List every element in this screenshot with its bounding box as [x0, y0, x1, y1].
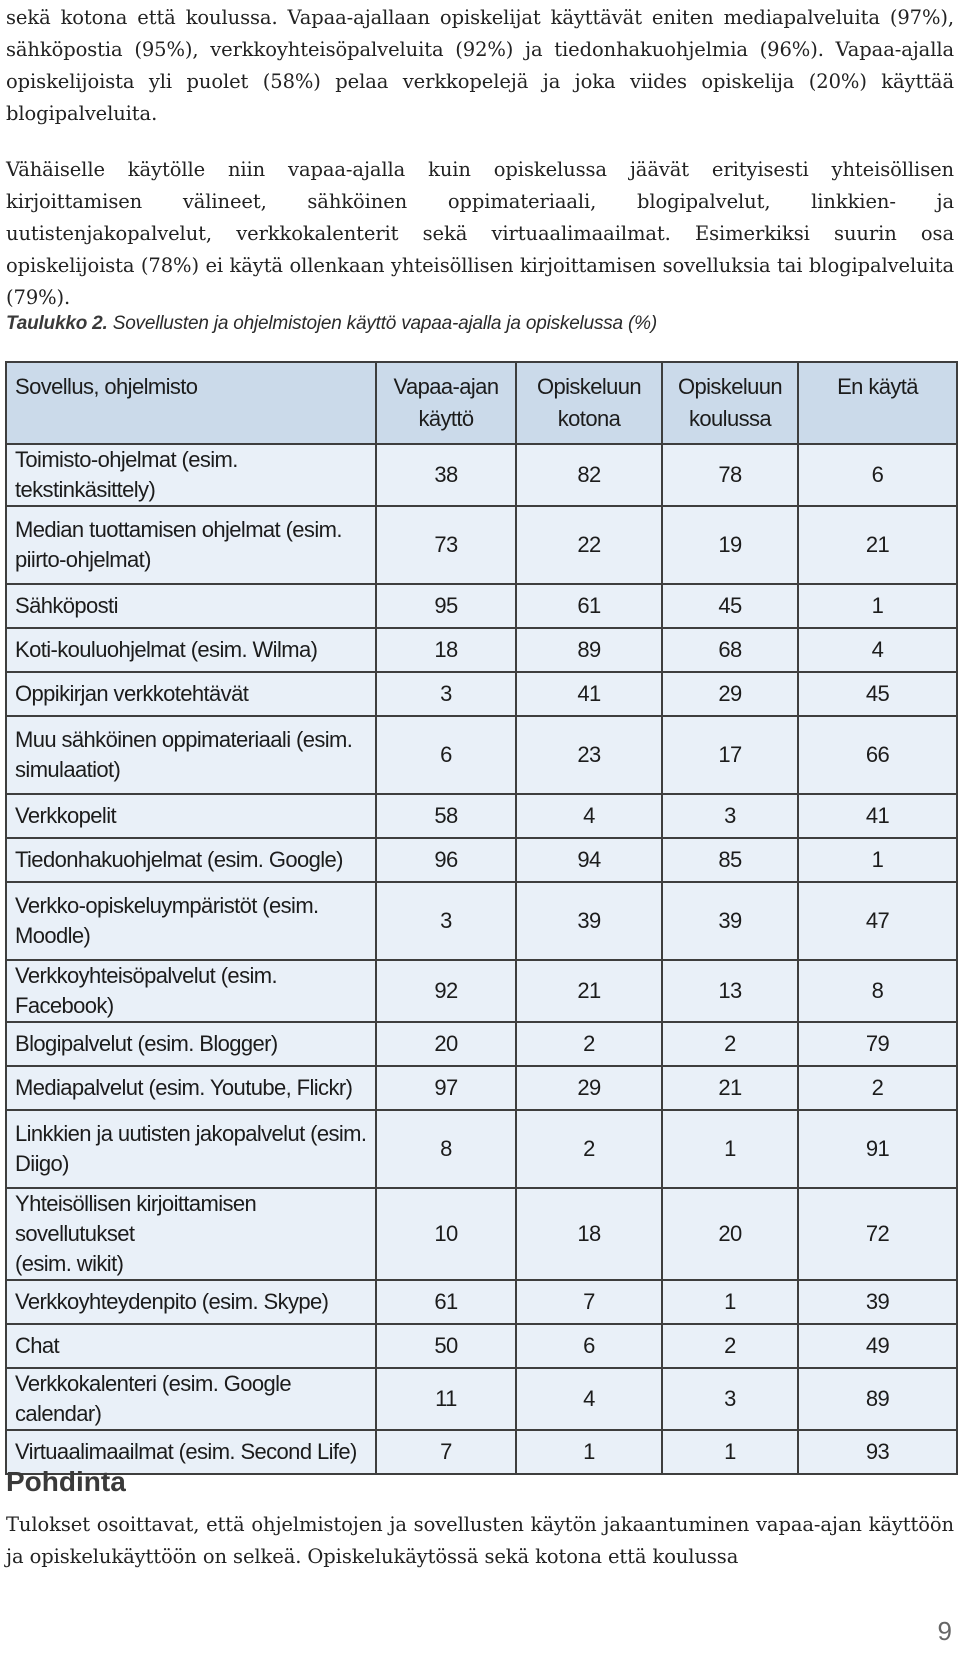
cell-none: 89 — [798, 1368, 957, 1430]
cell-app-name-line: Verkkopelit — [15, 803, 117, 828]
table-row — [6, 444, 957, 506]
cell-home: 22 — [516, 506, 662, 584]
cell-home: 23 — [516, 716, 662, 794]
cell-home: 18 — [516, 1188, 662, 1280]
cell-home: 61 — [516, 584, 662, 628]
cell-leisure: 97 — [376, 1066, 516, 1110]
cell-app-name-line: Yhteisöllisen kirjoittamisen sovellutukset — [15, 1191, 257, 1246]
cell-app-name — [6, 1324, 376, 1368]
cell-home: 89 — [516, 628, 662, 672]
cell-app-name — [6, 444, 376, 506]
cell-app-name — [6, 1022, 376, 1066]
cell-none: 45 — [798, 672, 957, 716]
cell-app-name — [6, 1280, 376, 1324]
cell-leisure: 3 — [376, 672, 516, 716]
cell-app-name-line: Muu sähköinen oppimateriaali (esim. — [15, 727, 353, 752]
cell-none: 91 — [798, 1110, 957, 1188]
column-header-study-home — [516, 362, 662, 444]
column-header-leisure-line1: Vapaa-ajan — [393, 374, 499, 399]
cell-school: 3 — [662, 794, 798, 838]
table-row — [6, 882, 957, 960]
cell-none: 2 — [798, 1066, 957, 1110]
table-row — [6, 1110, 957, 1188]
cell-app-name-line: Sähköposti — [15, 593, 118, 618]
cell-leisure: 11 — [376, 1368, 516, 1430]
cell-school: 13 — [662, 960, 798, 1022]
cell-home: 4 — [516, 1368, 662, 1430]
cell-school: 17 — [662, 716, 798, 794]
cell-none: 79 — [798, 1022, 957, 1066]
table-row — [6, 1188, 957, 1280]
cell-none: 1 — [798, 584, 957, 628]
table-row — [6, 506, 957, 584]
column-header-study-home-line1: Opiskeluun — [536, 374, 642, 399]
cell-app-name-line: Koti-kouluohjelmat (esim. Wilma) — [15, 637, 318, 662]
cell-app-name-line: piirto-ohjelmat) — [15, 547, 151, 572]
cell-home: 94 — [516, 838, 662, 882]
cell-leisure: 96 — [376, 838, 516, 882]
cell-app-name — [6, 716, 376, 794]
cell-school: 78 — [662, 444, 798, 506]
cell-app-name-line: Verkko-opiskeluympäristöt (esim. — [15, 893, 319, 918]
cell-app-name-line: Toimisto-ohjelmat (esim. tekstinkäsittely) — [15, 447, 238, 502]
cell-leisure: 10 — [376, 1188, 516, 1280]
usage-table — [5, 361, 958, 1475]
cell-app-name — [6, 1110, 376, 1188]
cell-home: 21 — [516, 960, 662, 1022]
cell-home: 29 — [516, 1066, 662, 1110]
table-row — [6, 1430, 957, 1474]
table-row — [6, 1066, 957, 1110]
cell-app-name-line: simulaatiot) — [15, 757, 121, 782]
cell-none: 66 — [798, 716, 957, 794]
table-row — [6, 1022, 957, 1066]
cell-app-name-line: Moodle) — [15, 923, 91, 948]
cell-school: 21 — [662, 1066, 798, 1110]
table-row — [6, 716, 957, 794]
cell-home: 39 — [516, 882, 662, 960]
cell-home: 41 — [516, 672, 662, 716]
cell-leisure: 92 — [376, 960, 516, 1022]
cell-none: 49 — [798, 1324, 957, 1368]
cell-leisure: 38 — [376, 444, 516, 506]
cell-school: 29 — [662, 672, 798, 716]
cell-app-name — [6, 838, 376, 882]
cell-leisure: 6 — [376, 716, 516, 794]
cell-app-name-line: Tiedonhakuohjelmat (esim. Google) — [15, 847, 343, 872]
cell-app-name — [6, 960, 376, 1022]
table-header-row — [6, 362, 957, 444]
table-row — [6, 960, 957, 1022]
cell-none: 6 — [798, 444, 957, 506]
cell-leisure: 58 — [376, 794, 516, 838]
cell-app-name-line: Verkkoyhteydenpito (esim. Skype) — [15, 1289, 329, 1314]
column-header-leisure — [376, 362, 516, 444]
table-row — [6, 584, 957, 628]
cell-leisure: 73 — [376, 506, 516, 584]
table-row — [6, 838, 957, 882]
table-row — [6, 1324, 957, 1368]
cell-school: 1 — [662, 1110, 798, 1188]
cell-home: 1 — [516, 1430, 662, 1474]
cell-app-name-line: (esim. wikit) — [15, 1251, 124, 1276]
cell-leisure: 3 — [376, 882, 516, 960]
cell-app-name-line: Verkkokalenteri (esim. Google calendar) — [15, 1371, 292, 1426]
cell-school: 3 — [662, 1368, 798, 1430]
cell-app-name — [6, 506, 376, 584]
cell-leisure: 7 — [376, 1430, 516, 1474]
cell-app-name-line: Virtuaalimaailmat (esim. Second Life) — [15, 1439, 357, 1464]
column-header-leisure-line2: käyttö — [418, 406, 474, 431]
column-header-app: Sovellus, ohjelmisto — [6, 362, 376, 444]
cell-home: 6 — [516, 1324, 662, 1368]
body-paragraph-1: sekä kotona että koulussa. Vapaa-ajallaan opiskelijat käyttävät eniten mediapalveluita (97%), sähköpostia (95%), verkkoyhteisöpalveluita (92%) ja tiedonhakuohjelmia (96%). Vapaa-ajalla opiskelijoista yli puolet (58%) pelaa verkkopelejä ja joka viides opiskelija (20%) käyttää blogipalveluita. — [6, 6, 954, 125]
cell-none: 21 — [798, 506, 957, 584]
cell-school: 1 — [662, 1430, 798, 1474]
cell-leisure: 50 — [376, 1324, 516, 1368]
cell-app-name — [6, 794, 376, 838]
cell-home: 2 — [516, 1110, 662, 1188]
cell-none: 39 — [798, 1280, 957, 1324]
table-caption-text: Sovellusten ja ohjelmistojen käyttö vapaa-ajalla ja opiskelussa (%) — [112, 313, 657, 334]
cell-none: 72 — [798, 1188, 957, 1280]
cell-none: 93 — [798, 1430, 957, 1474]
cell-app-name-line: Blogipalvelut (esim. Blogger) — [15, 1031, 278, 1056]
cell-app-name — [6, 672, 376, 716]
column-header-study-school — [662, 362, 798, 444]
table-row — [6, 1280, 957, 1324]
table-body — [6, 444, 957, 1474]
cell-app-name-line: Mediapalvelut (esim. Youtube, Flickr) — [15, 1075, 353, 1100]
column-header-study-home-line2: kotona — [557, 406, 621, 431]
column-header-study-school-line1: Opiskeluun — [677, 374, 783, 399]
cell-app-name-line: Diigo) — [15, 1151, 69, 1176]
cell-school: 2 — [662, 1022, 798, 1066]
cell-app-name-line: Verkkoyhteisöpalvelut (esim. Facebook) — [15, 963, 277, 1018]
cell-home: 4 — [516, 794, 662, 838]
cell-app-name — [6, 628, 376, 672]
cell-school: 45 — [662, 584, 798, 628]
cell-app-name — [6, 1188, 376, 1280]
cell-school: 39 — [662, 882, 798, 960]
cell-app-name-line: Linkkien ja uutisten jakopalvelut (esim. — [15, 1121, 367, 1146]
cell-app-name-line: Chat — [15, 1333, 60, 1358]
cell-leisure: 20 — [376, 1022, 516, 1066]
cell-none: 47 — [798, 882, 957, 960]
cell-school: 19 — [662, 506, 798, 584]
page-number: 9 — [937, 1616, 952, 1646]
column-header-no-use: En käytä — [798, 362, 957, 444]
cell-school: 68 — [662, 628, 798, 672]
table-caption — [6, 313, 657, 335]
cell-home: 82 — [516, 444, 662, 506]
table-row — [6, 672, 957, 716]
table-row — [6, 1368, 957, 1430]
cell-app-name-line: Oppikirjan verkkotehtävät — [15, 681, 249, 706]
table-row — [6, 794, 957, 838]
cell-school: 85 — [662, 838, 798, 882]
cell-leisure: 61 — [376, 1280, 516, 1324]
cell-app-name-line: Median tuottamisen ohjelmat (esim. — [15, 517, 342, 542]
cell-none: 8 — [798, 960, 957, 1022]
cell-school: 2 — [662, 1324, 798, 1368]
cell-leisure: 8 — [376, 1110, 516, 1188]
cell-school: 20 — [662, 1188, 798, 1280]
body-paragraph-3: Tulokset osoittavat, että ohjelmistojen ja sovellusten käytön jakaantuminen vapaa-ajan käyttöön ja opiskelukäyttöön on selkeä. Opiskelukäytössä sekä kotona että koulussa — [6, 1513, 954, 1568]
body-paragraph-2: Vähäiselle käytölle niin vapaa-ajalla kuin opiskelussa jäävät erityisesti yhteisöllisen kirjoittamisen välineet, sähköinen oppimateriaali, blogipalvelut, linkkien- ja uutistenjakopalvelut, verkkokalenterit sekä virtuaalimaailmat. Esimerkiksi suurin osa opiskelijoista (78%) ei käytä ollenkaan yhteisöllisen kirjoittamisen sovelluksia tai blogipalveluita (79%). — [6, 158, 954, 309]
cell-none: 4 — [798, 628, 957, 672]
cell-home: 7 — [516, 1280, 662, 1324]
cell-app-name — [6, 1368, 376, 1430]
cell-app-name — [6, 1066, 376, 1110]
cell-home: 2 — [516, 1022, 662, 1066]
cell-app-name — [6, 882, 376, 960]
table-caption-label: Taulukko 2. — [6, 313, 108, 334]
section-heading: Pohdinta — [6, 1466, 126, 1497]
table-row — [6, 628, 957, 672]
cell-none: 41 — [798, 794, 957, 838]
column-header-study-school-line2: koulussa — [688, 406, 772, 431]
cell-none: 1 — [798, 838, 957, 882]
cell-app-name — [6, 584, 376, 628]
cell-leisure: 95 — [376, 584, 516, 628]
cell-leisure: 18 — [376, 628, 516, 672]
cell-school: 1 — [662, 1280, 798, 1324]
